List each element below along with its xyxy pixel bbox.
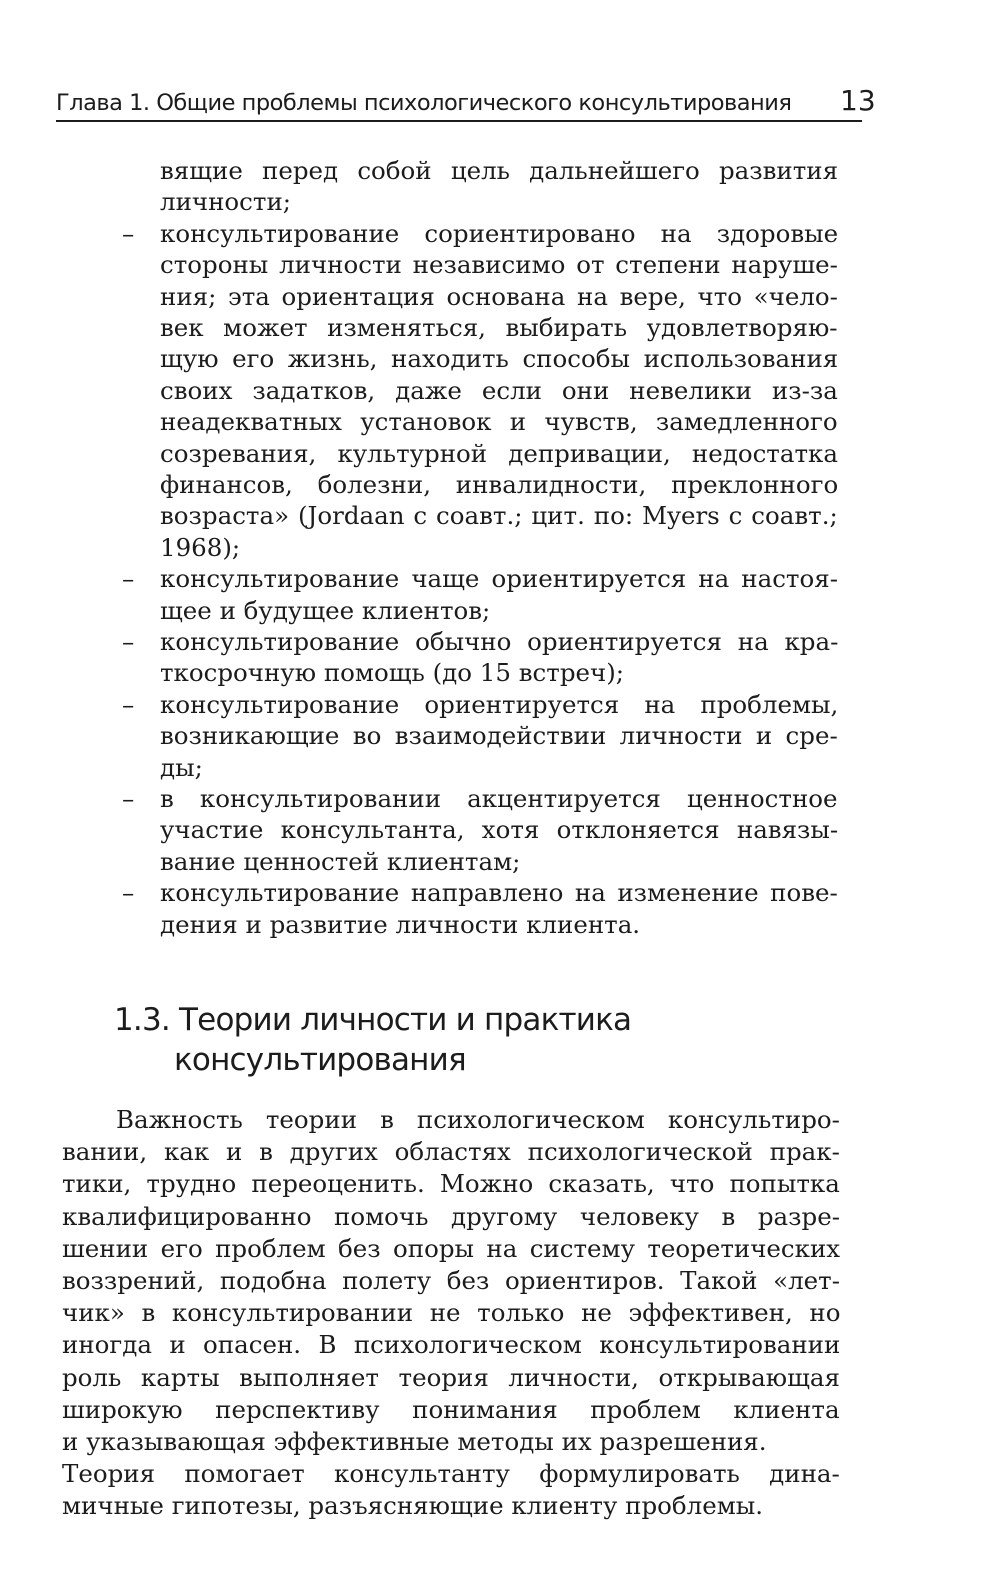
list-dash: – [122, 627, 135, 656]
list-item-line: щее и будущее клиентов; [160, 595, 491, 625]
paragraph-line: широкую перспективу понимания проблем клиента [62, 1394, 840, 1424]
list-item-line: консультирование чаще ориентируется на настоя- [160, 564, 838, 594]
list-item-line: ды; [160, 752, 203, 782]
paragraph-line: чик» в консультировании не только не эффективен, но [62, 1298, 841, 1328]
list-item-line: 1968); [160, 532, 241, 562]
list-item-line: консультирование направлено на изменение пове- [160, 878, 838, 908]
chapter-title: Глава 1. Общие проблемы психологического консультирования [56, 90, 792, 116]
list-item-line: в консультировании акцентируется ценностное [160, 784, 838, 813]
list-continuation-line: вящие перед собой цель дальнейшего развития [160, 156, 839, 185]
paragraph-line: Теория помогает консультанту формулировать дина- [62, 1459, 840, 1489]
paragraph-line: шении его проблем без опоры на систему теоретических [62, 1233, 841, 1263]
list-item-line: щую его жизнь, находить способы использования [160, 344, 839, 374]
paragraph-line: и указывающая эффективные методы их разрешения. [62, 1427, 767, 1456]
paragraph-line: Важность теории в психологическом консультиро- [116, 1105, 840, 1134]
paragraph-line: воззрений, подобна полету без ориентиров. Такой «лет- [62, 1266, 840, 1295]
section-number: 1.3. [114, 1002, 170, 1038]
section-heading [114, 1002, 631, 1038]
list-item-line: век может изменяться, выбирать удовлетворяю- [160, 313, 838, 342]
list-item-line: ткосрочную помощь (до 15 встреч); [160, 658, 625, 688]
section-title-line1: Теории личности и практика [179, 1002, 632, 1038]
list-item-line: созревания, культурной депривации, недостатка [160, 438, 838, 468]
list-dash: – [122, 218, 135, 248]
list-continuation-line: личности; [160, 187, 292, 217]
list-item-line: возраста» (Jordaan с соавт.; цит. по: Myers с соавт.; [160, 501, 838, 531]
page-number: 13 [840, 84, 876, 117]
paragraph-line: тики, трудно переоценить. Можно сказать, что попытка [62, 1169, 840, 1199]
list-item-line: ния; эта ориентация основана на вере, что «чело- [160, 281, 838, 311]
list-dash: – [122, 564, 135, 594]
list-dash: – [122, 784, 135, 813]
list-item-line: своих задатков, даже если они невелики из-за [160, 375, 838, 405]
running-header [56, 86, 862, 122]
list-item-line: консультирование ориентируется на проблемы, [160, 689, 839, 719]
paragraph-line: иногда и опасен. В психологическом консультировании [62, 1330, 841, 1360]
paragraph-line: мичные гипотезы, разъясняющие клиенту проблемы. [62, 1491, 764, 1521]
list-item-line: возникающие во взаимодействии личности и сре- [160, 721, 838, 751]
list-dash: – [122, 689, 135, 719]
list-item-line: вание ценностей клиентам; [160, 846, 521, 876]
paragraph-line: роль карты выполняет теория личности, открывающая [62, 1362, 840, 1392]
list-item-line: стороны личности независимо от степени наруше- [160, 250, 838, 280]
list-item-line: консультирование обычно ориентируется на кра- [160, 627, 839, 656]
list-item-line: неадекватных установок и чувств, замедленного [160, 407, 838, 437]
list-item-line: дения и развитие личности клиента. [160, 909, 641, 939]
list-item-line: финансов, болезни, инвалидности, преклонного [160, 470, 839, 499]
section-heading-line2: консультирования [174, 1042, 466, 1078]
list-item-line: консультирование сориентировано на здоровые [160, 218, 839, 248]
paragraph-line: квалифицированно помочь другому человеку в разре- [62, 1201, 840, 1231]
list-item-line: участие консультанта, хотя отклоняется навязы- [160, 815, 839, 845]
list-dash: – [122, 878, 135, 908]
paragraph-line: вании, как и в других областях психологической прак- [62, 1137, 840, 1167]
